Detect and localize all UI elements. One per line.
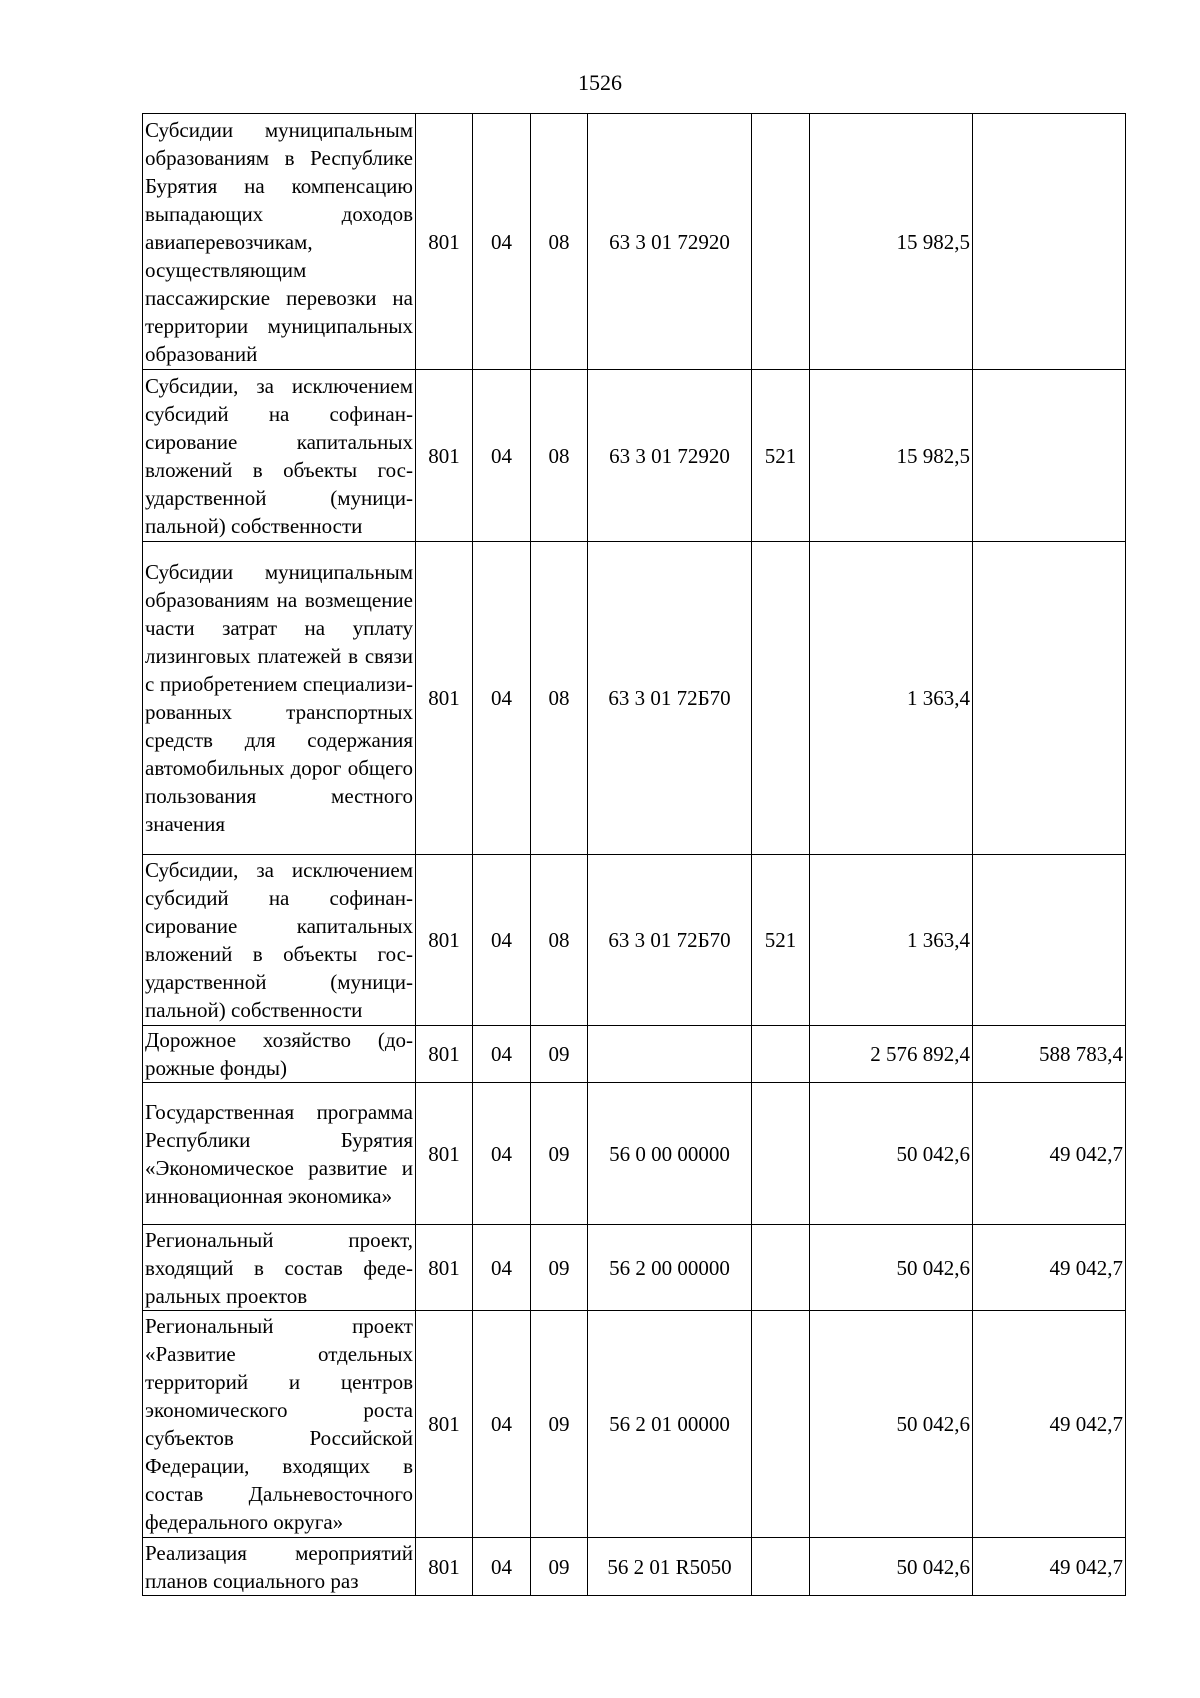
cell-expense-type [752,542,810,855]
cell-amount: 15 982,5 [810,114,973,370]
row-name: Региональный проект «Развитие отдельных территорий и центров экономического роста субъектов Российской Федерации, входящих в состав Дальневосточного федерального округа» [143,1311,416,1538]
table-row [143,855,1126,1026]
cell-subsection-code: 09 [531,1026,588,1083]
cell-section-code: 04 [473,855,531,1026]
cell-amount: 1 363,4 [810,542,973,855]
row-name: Реализация мероприятий планов социального раз [143,1538,416,1596]
cell-expense-type [752,114,810,370]
cell-section-code: 04 [473,1083,531,1225]
cell-amount-secondary [973,542,1126,855]
row-name: Государственная программа Республики Бурятия «Экономическое развитие и инновационная экономика» [143,1083,416,1225]
row-name: Субсидии муниципальным образованиям на возмещение части затрат на уплату лизинговых платежей в связи с приобретением специализированных транспортных средств для содержания автомобильных дорог общего пользования местного значения [143,542,416,855]
cell-section-code: 04 [473,542,531,855]
cell-target-article: 56 2 00 00000 [588,1225,752,1311]
cell-amount: 50 042,6 [810,1311,973,1538]
cell-amount: 1 363,4 [810,855,973,1026]
budget-table [142,113,1126,1596]
table-row [143,542,1126,855]
page-number: 1526 [578,70,622,95]
cell-section-code: 04 [473,370,531,542]
cell-ministry-code: 801 [416,542,473,855]
cell-ministry-code: 801 [416,1026,473,1083]
cell-subsection-code: 09 [531,1225,588,1311]
cell-target-article [588,1026,752,1083]
cell-target-article: 56 0 00 00000 [588,1083,752,1225]
cell-subsection-code: 08 [531,542,588,855]
cell-target-article: 63 3 01 72Б70 [588,542,752,855]
table-row [143,1225,1126,1311]
row-name: Региональный проект, входящий в состав федеральных проектов [143,1225,416,1311]
cell-expense-type [752,1083,810,1225]
cell-ministry-code: 801 [416,1311,473,1538]
cell-target-article: 63 3 01 72920 [588,370,752,542]
cell-amount: 50 042,6 [810,1225,973,1311]
cell-amount: 15 982,5 [810,370,973,542]
cell-subsection-code: 09 [531,1538,588,1596]
cell-amount: 50 042,6 [810,1538,973,1596]
cell-section-code: 04 [473,1311,531,1538]
cell-ministry-code: 801 [416,114,473,370]
cell-ministry-code: 801 [416,855,473,1026]
cell-expense-type [752,1026,810,1083]
cell-ministry-code: 801 [416,1538,473,1596]
cell-expense-type [752,1225,810,1311]
cell-amount-secondary: 49 042,7 [973,1538,1126,1596]
cell-amount-secondary [973,114,1126,370]
cell-amount-secondary [973,370,1126,542]
table-row [143,114,1126,370]
cell-amount-secondary [973,855,1126,1026]
table-row [143,370,1126,542]
cell-subsection-code: 08 [531,114,588,370]
cell-target-article: 63 3 01 72920 [588,114,752,370]
table-row [143,1538,1126,1596]
cell-expense-type [752,1538,810,1596]
row-name: Субсидии муниципальным образованиям в Республике Бурятия на компенсацию выпадающих доходов авиаперевозчикам, осуществляющим пассажирские перевозки на территории муниципальных образований [143,114,416,370]
cell-target-article: 56 2 01 R5050 [588,1538,752,1596]
table-row [143,1083,1126,1225]
cell-section-code: 04 [473,1225,531,1311]
table-body [143,114,1126,1596]
cell-amount: 2 576 892,4 [810,1026,973,1083]
cell-subsection-code: 08 [531,855,588,1026]
cell-section-code: 04 [473,1538,531,1596]
cell-section-code: 04 [473,114,531,370]
cell-target-article: 56 2 01 00000 [588,1311,752,1538]
cell-section-code: 04 [473,1026,531,1083]
cell-amount: 50 042,6 [810,1083,973,1225]
cell-amount-secondary: 49 042,7 [973,1083,1126,1225]
table-row [143,1311,1126,1538]
cell-subsection-code: 09 [531,1311,588,1538]
cell-expense-type: 521 [752,370,810,542]
cell-expense-type [752,1311,810,1538]
cell-subsection-code: 09 [531,1083,588,1225]
cell-amount-secondary: 49 042,7 [973,1225,1126,1311]
row-name: Субсидии, за исключением субсидий на софинансирование капитальных вложений в объекты государственной (муниципальной) собственности [143,370,416,542]
cell-ministry-code: 801 [416,370,473,542]
cell-subsection-code: 08 [531,370,588,542]
row-name: Дорожное хозяйство (дорожные фонды) [143,1026,416,1083]
cell-target-article: 63 3 01 72Б70 [588,855,752,1026]
cell-expense-type: 521 [752,855,810,1026]
table-row [143,1026,1126,1083]
cell-ministry-code: 801 [416,1225,473,1311]
cell-ministry-code: 801 [416,1083,473,1225]
row-name: Субсидии, за исключением субсидий на софинансирование капитальных вложений в объекты государственной (муниципальной) собственности [143,855,416,1026]
cell-amount-secondary: 588 783,4 [973,1026,1126,1083]
cell-amount-secondary: 49 042,7 [973,1311,1126,1538]
